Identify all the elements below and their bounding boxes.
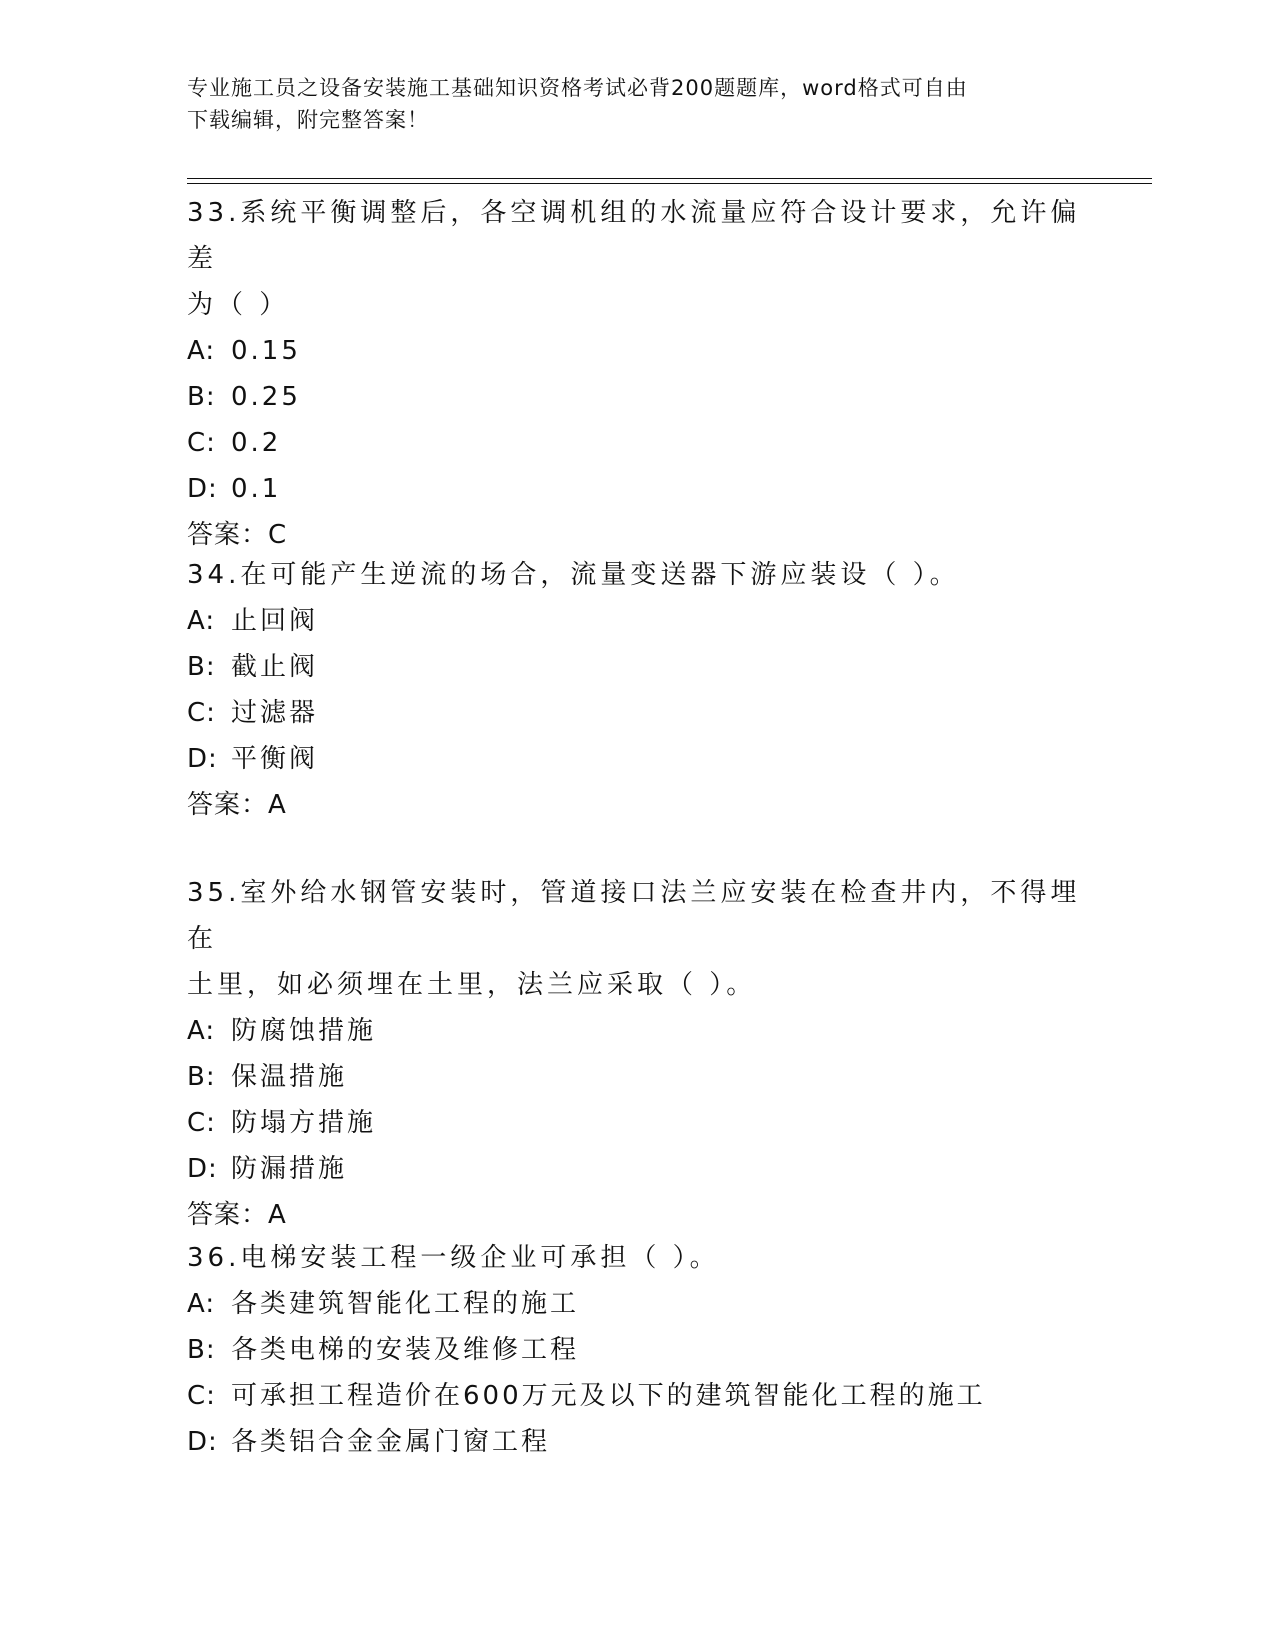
option-a bbox=[187, 598, 1087, 644]
option-text: 防塌方措施 bbox=[231, 1108, 377, 1138]
option-c bbox=[187, 420, 1087, 466]
answer-label: 答案：A bbox=[187, 1200, 287, 1230]
question-stem-line: 34.在可能产生逆流的场合，流量变送器下游应装设（ ）。 bbox=[187, 560, 960, 590]
option-letter: B: bbox=[187, 652, 216, 682]
option-text: 截止阀 bbox=[231, 652, 319, 682]
option-text: 止回阀 bbox=[231, 606, 319, 636]
option-c bbox=[187, 1373, 1087, 1419]
question-stem-line: 35.室外给水钢管安装时，管道接口法兰应安装在检查井内，不得埋在 bbox=[187, 878, 1081, 954]
question-34 bbox=[187, 552, 1087, 828]
question-stem-line: 33.系统平衡调整后，各空调机组的水流量应符合设计要求，允许偏差 bbox=[187, 198, 1081, 274]
option-text: 过滤器 bbox=[231, 698, 319, 728]
option-letter: A: bbox=[187, 336, 216, 366]
question-stem-line: 为（ ） bbox=[187, 290, 290, 320]
option-d bbox=[187, 1419, 1087, 1465]
option-letter: C: bbox=[187, 1108, 216, 1138]
option-letter: D: bbox=[187, 1154, 218, 1184]
option-text: 保温措施 bbox=[231, 1062, 348, 1092]
header-divider-bottom bbox=[187, 183, 1152, 184]
option-b bbox=[187, 1054, 1087, 1100]
option-letter: D: bbox=[187, 744, 218, 774]
option-a bbox=[187, 1008, 1087, 1054]
option-text: 各类铝合金金属门窗工程 bbox=[231, 1427, 551, 1457]
header-line-2: 下载编辑，附完整答案！ bbox=[187, 108, 429, 132]
option-c bbox=[187, 690, 1087, 736]
document-header bbox=[187, 72, 1067, 136]
option-text: 0.25 bbox=[231, 382, 301, 412]
option-letter: C: bbox=[187, 1381, 216, 1411]
option-letter: B: bbox=[187, 1335, 216, 1365]
option-d bbox=[187, 466, 1087, 512]
question-35 bbox=[187, 870, 1087, 1238]
option-letter: C: bbox=[187, 698, 216, 728]
answer-label: 答案：A bbox=[187, 790, 287, 820]
option-letter: B: bbox=[187, 1062, 216, 1092]
option-letter: A: bbox=[187, 1016, 216, 1046]
option-b bbox=[187, 1327, 1087, 1373]
option-letter: B: bbox=[187, 382, 216, 412]
answer-label: 答案：C bbox=[187, 520, 288, 550]
option-text: 0.1 bbox=[231, 474, 282, 504]
option-text: 各类电梯的安装及维修工程 bbox=[231, 1335, 580, 1365]
question-36 bbox=[187, 1235, 1087, 1465]
option-a bbox=[187, 328, 1087, 374]
option-text: 防漏措施 bbox=[231, 1154, 348, 1184]
option-d bbox=[187, 736, 1087, 782]
header-divider-top bbox=[187, 178, 1152, 179]
option-text: 0.2 bbox=[231, 428, 282, 458]
question-stem-line: 36.电梯安装工程一级企业可承担（ ）。 bbox=[187, 1243, 720, 1273]
question-stem-line: 土里，如必须埋在土里，法兰应采取（ ）。 bbox=[187, 970, 757, 1000]
option-c bbox=[187, 1100, 1087, 1146]
option-letter: D: bbox=[187, 474, 218, 504]
option-d bbox=[187, 1146, 1087, 1192]
option-b bbox=[187, 644, 1087, 690]
option-text: 0.15 bbox=[231, 336, 301, 366]
option-letter: A: bbox=[187, 606, 216, 636]
option-b bbox=[187, 374, 1087, 420]
option-text: 各类建筑智能化工程的施工 bbox=[231, 1289, 580, 1319]
option-text: 可承担工程造价在600万元及以下的建筑智能化工程的施工 bbox=[231, 1381, 986, 1411]
option-letter: C: bbox=[187, 428, 216, 458]
option-letter: D: bbox=[187, 1427, 218, 1457]
option-text: 防腐蚀措施 bbox=[231, 1016, 377, 1046]
question-33 bbox=[187, 190, 1087, 558]
header-line-1: 专业施工员之设备安装施工基础知识资格考试必背200题题库，word格式可自由 bbox=[187, 76, 968, 100]
option-letter: A: bbox=[187, 1289, 216, 1319]
option-text: 平衡阀 bbox=[231, 744, 319, 774]
option-a bbox=[187, 1281, 1087, 1327]
